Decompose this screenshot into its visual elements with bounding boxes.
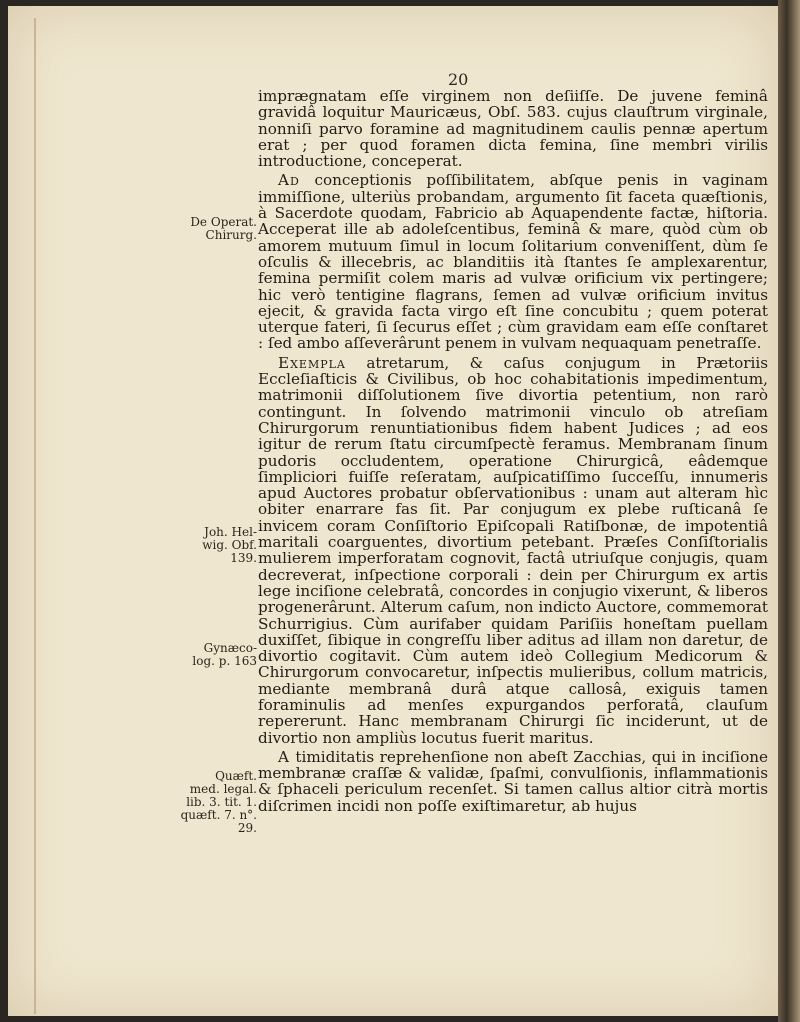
margin-note-line: De Operat. bbox=[190, 215, 257, 229]
page-number: 20 bbox=[448, 70, 469, 89]
paragraph-text: conceptionis poſſibilitatem, abſque penis in vaginam immiſſione, ulteriùs probandam, argumento ſit faceta quæſtionis, à Sacerdote quodam, Fabricio ab Aquapendente factæ, hiſtoria. Acceperat ille ab adoleſcentibus, feminâ & mare, quòd cùm ob amorem mutuum ſimul in locum ſolitarium conveniſſent, dùm ſe oſculis & illecebris, ac blanditiis ità ſtantes ſe amplexarentur, femina permiſit colem maris ad vulvæ orificium vix pertingere; hic verò tentigine flagrans, ſemen ad vulvæ orificium invitus ejecit, & gravida facta virgo eſt ſine concubitu ; quem poterat uterque fateri, ſi ſecurus eſſet ; cùm gravidam eam eſſe conſtaret : ſed ambo aſſeverârunt penem in vulvam nequaquam penetraſſe. bbox=[258, 171, 768, 353]
paragraph bbox=[258, 749, 768, 814]
body-text bbox=[258, 88, 768, 817]
paragraph-text: atretarum, & caſus conjugum in Prætoriis Eccleſiaſticis & Civilibus, ob hoc cohabitationis impedimentum, matrimonii diſſolutionem ſive divortia petentium, non rarò contingunt. In ſolvendo matrimonii vinculo ob atreſiam Chirurgorum renuntiationibus fidem habent Judices ; ad eos igitur de rerum ſtatu circumſpectè feramus. Membranam ſinum pudoris occludentem, operatione Chirurgicâ, eâdemque ſimpliciori fuiſſe reſeratam, auſpicatiſſimo ſucceſſu, innumeris apud Auctores probatur obſervationibus : unam aut alteram hìc obiter enarrare fas ſit. Par conjugum ex plebe ruſticanâ ſe invicem coram Conſiſtorio Epiſcopali Ratiſbonæ, de impotentiâ maritali coarguentes, divortium petebant. Præſes Conſiſtorialis mulierem imperforatam cognovit, factâ utriuſque conjugis, quam decreverat, inſpectione corporali : dein per Chirurgum ex artis lege inciſione celebratâ, concordes in conjugio vixerunt, & liberos progenerârunt. Alterum caſum, non indicto Auctore, commemorat Schurrigius. Cùm aurifaber quidam Pariſiis honeſtam puellam duxiſſet, ſibique in congreſſu liber aditus ad illam non daretur, de divortio cogitavit. Cùm autem ideò Collegium Medicorum & Chirurgorum convocaretur, inſpectis mulieribus, collum matricis, mediante membranâ durâ atque callosâ, exiguis tamen foraminulis ad menſes expurgandos perforatâ, clauſum repererunt. Hanc membranam Chirurgi ſic inciderunt, ut de divortio non ampliùs locutus fuerit maritus. bbox=[258, 353, 768, 747]
paragraph-text: timiditatis reprehenſione non abeſt Zacchias, qui in inciſione membranæ craſſæ & validæ, ſpaſmi, convulſionis, inflammationis & ſphaceli periculum recenſet. Si tamen callus altior citrà mortis diſcrimen incidi non poſſe exiſtimaretur, ab hujus bbox=[258, 747, 768, 815]
paragraph-lead: Ad bbox=[278, 171, 300, 190]
paragraph-lead: Exempla bbox=[278, 353, 346, 372]
margin-note-line: Gynæco- bbox=[203, 641, 257, 655]
margin-note-line: Joh. Hel- bbox=[204, 525, 257, 539]
margin-note-gynaecolog bbox=[165, 642, 257, 668]
margin-note-line: wig. Obf. bbox=[202, 538, 257, 552]
margin-note-line: 139. bbox=[230, 551, 257, 565]
margin-note-line: Chirurg. bbox=[205, 228, 257, 242]
margin-note-quaest-med bbox=[165, 770, 257, 835]
margin-note-line: quæft. 7. n°. bbox=[180, 808, 257, 822]
margin-note-line: 29. bbox=[237, 821, 257, 835]
book-binding-edge bbox=[778, 0, 800, 1022]
paragraph-text: imprægnatam eſſe virginem non deſiiſſe. De juvene feminâ gravidâ loquitur Mauricæus, Obſ. 583. cujus clauſtrum virginale, nonniſi parvo foramine ad magnitudinem caulis pennæ apertum erat ; per quod foramen dicta femina, ſine membri virilis introductione, conceperat. bbox=[258, 87, 768, 171]
margin-note-line: med. legal. bbox=[189, 782, 257, 796]
page-gutter-line bbox=[34, 18, 36, 1014]
margin-note-de-operat bbox=[165, 216, 257, 242]
paragraph bbox=[258, 355, 768, 746]
paragraph-lead: A bbox=[278, 747, 290, 766]
paragraph bbox=[258, 88, 768, 169]
margin-note-line: lib. 3. tit. 1. bbox=[186, 795, 257, 809]
margin-note-line: Quæft. bbox=[215, 769, 257, 783]
paragraph bbox=[258, 172, 768, 351]
margin-note-line: log. p. 163 bbox=[192, 654, 257, 668]
margin-note-helwig bbox=[165, 526, 257, 565]
